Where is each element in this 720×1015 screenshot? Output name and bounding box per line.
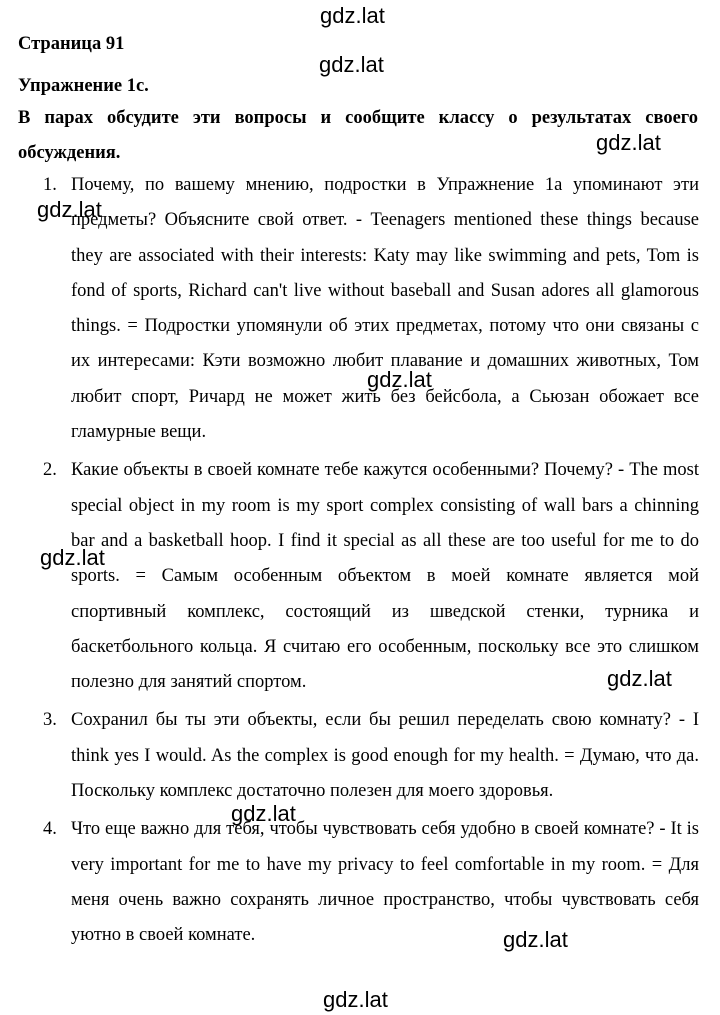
answer-number: 2. <box>43 460 57 481</box>
answer-item-3 <box>0 703 720 809</box>
watermark: gdz.lat <box>320 3 385 28</box>
answers-list <box>0 168 720 954</box>
answer-text: Что еще важно для тебя, чтобы чувствовать себя удобно в своей комнате? - It is very important for me to have my privacy to feel comfortable in my room. = Для меня очень важно сохранять личное пространство, чтобы чувствовать себя уютно в своей комнате. <box>71 819 699 946</box>
watermark: gdz.lat <box>503 927 568 952</box>
answer-item-4 <box>0 812 720 953</box>
watermark: gdz.lat <box>367 367 432 392</box>
watermark: gdz.lat <box>323 987 388 1012</box>
answer-text: Сохранил бы ты эти объекты, если бы решил переделать свою комнату? - I think yes I would. As the complex is good enough for my health. = Думаю, что да. Поскольку комплекс достаточно полезен для моего здоровья. <box>71 710 699 802</box>
page-title: Страница 91 <box>18 34 125 54</box>
answer-number: 3. <box>43 710 57 731</box>
answer-number: 1. <box>43 175 57 195</box>
watermark: gdz.lat <box>231 801 296 826</box>
task-instruction: В парах обсудите эти вопросы и сообщите классу о результатах своего обсуждения. <box>18 108 698 163</box>
exercise-title: Упражнение 1c. <box>18 76 149 96</box>
answer-text: Почему, по вашему мнению, подростки в Упражнение 1а упоминают эти предметы? Объясните свой ответ. - Teenagers mentioned these things because they are associated with their interests: Katy may like swimming and pets, Tom is fond of sports, Richard can't live without baseball and Susan adores all glamorous things. = Подростки упомянули об этих предметах, потому что они связаны с их интересами: Кэти возможно любит плавание и домашних животных, Том любит спорт, Ричард не может жить без бейсбола, а Сьюзан обожает все гламурные вещи. <box>71 175 699 443</box>
answer-item-2 <box>0 453 720 700</box>
watermark: gdz.lat <box>37 197 102 222</box>
watermark: gdz.lat <box>607 666 672 691</box>
answer-text: Какие объекты в своей комнате тебе кажутся особенными? Почему? - The most special object in my room is my sport complex consisting of wall bars a chinning bar and a basketball hoop. I find it special as all these are too useful for me to do sports. = Самым особенным объектом в моей комнате является мой спортивный комплекс, состоящий из шведской стенки, турника и баскетбольного кольца. Я считаю его особенным, поскольку все это слишком полезно для занятий спортом. <box>71 460 699 693</box>
watermark: gdz.lat <box>40 545 105 570</box>
watermark: gdz.lat <box>319 52 384 77</box>
answer-item-1 <box>0 168 720 450</box>
watermark: gdz.lat <box>596 130 661 155</box>
answer-number: 4. <box>43 819 57 840</box>
